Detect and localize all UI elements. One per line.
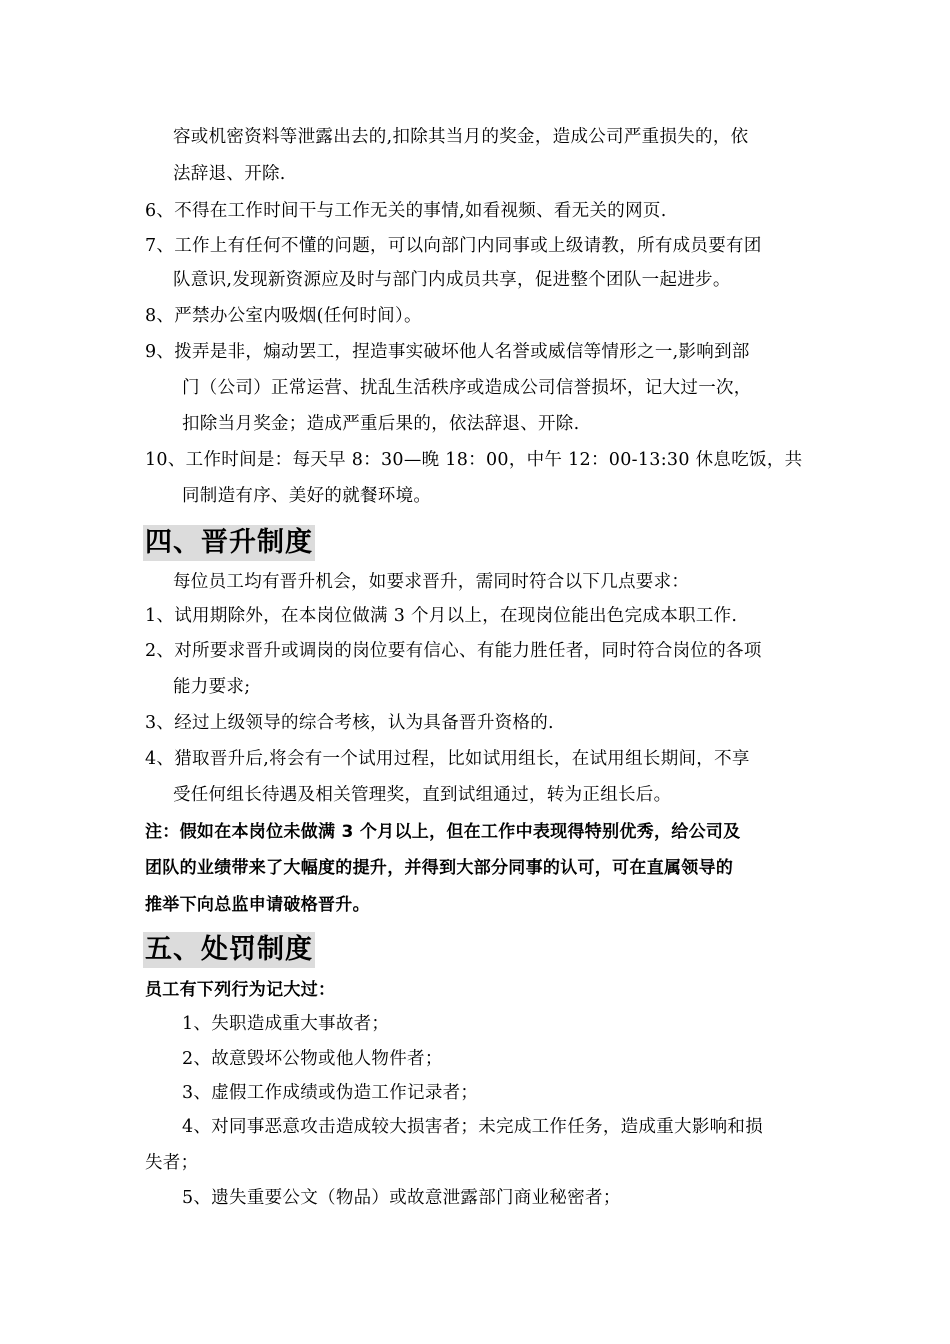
promotion-item-1: 1、试用期除外，在本岗位做满 3 个月以上，在现岗位能出色完成本职工作. xyxy=(145,606,738,626)
penalty-item-2: 2、故意毁坏公物或他人物件者； xyxy=(182,1049,443,1069)
rule-item-7: 7、工作上有任何不懂的问题，可以向部门内同事或上级请教，所有成员要有团 xyxy=(145,236,762,256)
promotion-note: 团队的业绩带来了大幅度的提升，并得到大部分同事的认可，可在直属领导的 xyxy=(145,858,734,878)
rule-item-9: 9、拨弄是非，煽动罢工，捏造事实破坏他人名誉或威信等情形之一,影响到部 xyxy=(145,342,750,362)
penalty-subheading: 员工有下列行为记大过： xyxy=(145,980,336,1000)
text-line: 扣除当月奖金；造成严重后果的，依法辞退、开除. xyxy=(182,414,580,434)
penalty-item-5: 5、遗失重要公文（物品）或故意泄露部门商业秘密者； xyxy=(182,1188,621,1208)
promotion-item-4: 4、猎取晋升后,将会有一个试用过程，比如试用组长，在试用组长期间，不享 xyxy=(145,749,750,769)
text-line: 容或机密资料等泄露出去的,扣除其当月的奖金，造成公司严重损失的，依 xyxy=(173,127,749,147)
promotion-note: 推举下向总监申请破格晋升。 xyxy=(145,895,370,915)
penalty-item-3: 3、虚假工作成绩或伪造工作记录者； xyxy=(182,1083,479,1103)
rule-item-6: 6、不得在工作时间干与工作无关的事情,如看视频、看无关的网页. xyxy=(145,201,667,221)
rule-item-8: 8、严禁办公室内吸烟(任何时间）。 xyxy=(145,306,422,326)
text-line: 同制造有序、美好的就餐环境。 xyxy=(182,486,432,506)
section-heading-promotion: 四、晋升制度 xyxy=(143,525,315,561)
text-line: 门（公司）正常运营、扰乱生活秩序或造成公司信誉损坏，记大过一次， xyxy=(182,378,752,398)
penalty-item-1: 1、失职造成重大事故者； xyxy=(182,1014,390,1034)
penalty-item-4: 4、对同事恶意攻击造成较大损害者；未完成工作任务，造成重大影响和损 xyxy=(182,1117,764,1137)
promotion-note: 注：假如在本岗位未做满 3 个月以上，但在工作中表现得特别优秀，给公司及 xyxy=(145,822,741,842)
text-line: 失者； xyxy=(145,1153,199,1173)
section-heading-penalty: 五、处罚制度 xyxy=(143,932,315,968)
text-line: 法辞退、开除. xyxy=(173,164,286,184)
promotion-item-3: 3、经过上级领导的综合考核，认为具备晋升资格的. xyxy=(145,713,554,733)
text-line: 受任何组长待遇及相关管理奖，直到试组通过，转为正组长后。 xyxy=(173,785,672,805)
promotion-item-2: 2、对所要求晋升或调岗的岗位要有信心、有能力胜任者，同时符合岗位的各项 xyxy=(145,641,762,661)
text-line: 能力要求; xyxy=(173,677,251,697)
text-line: 队意识,发现新资源应及时与部门内成员共享，促进整个团队一起进步。 xyxy=(173,270,731,290)
rule-item-10: 10、工作时间是：每天早 8：30—晚 18：00，中午 12：00-13:30 休息吃饭，共 xyxy=(145,450,803,470)
section-intro: 每位员工均有晋升机会，如要求晋升，需同时符合以下几点要求： xyxy=(173,572,690,592)
